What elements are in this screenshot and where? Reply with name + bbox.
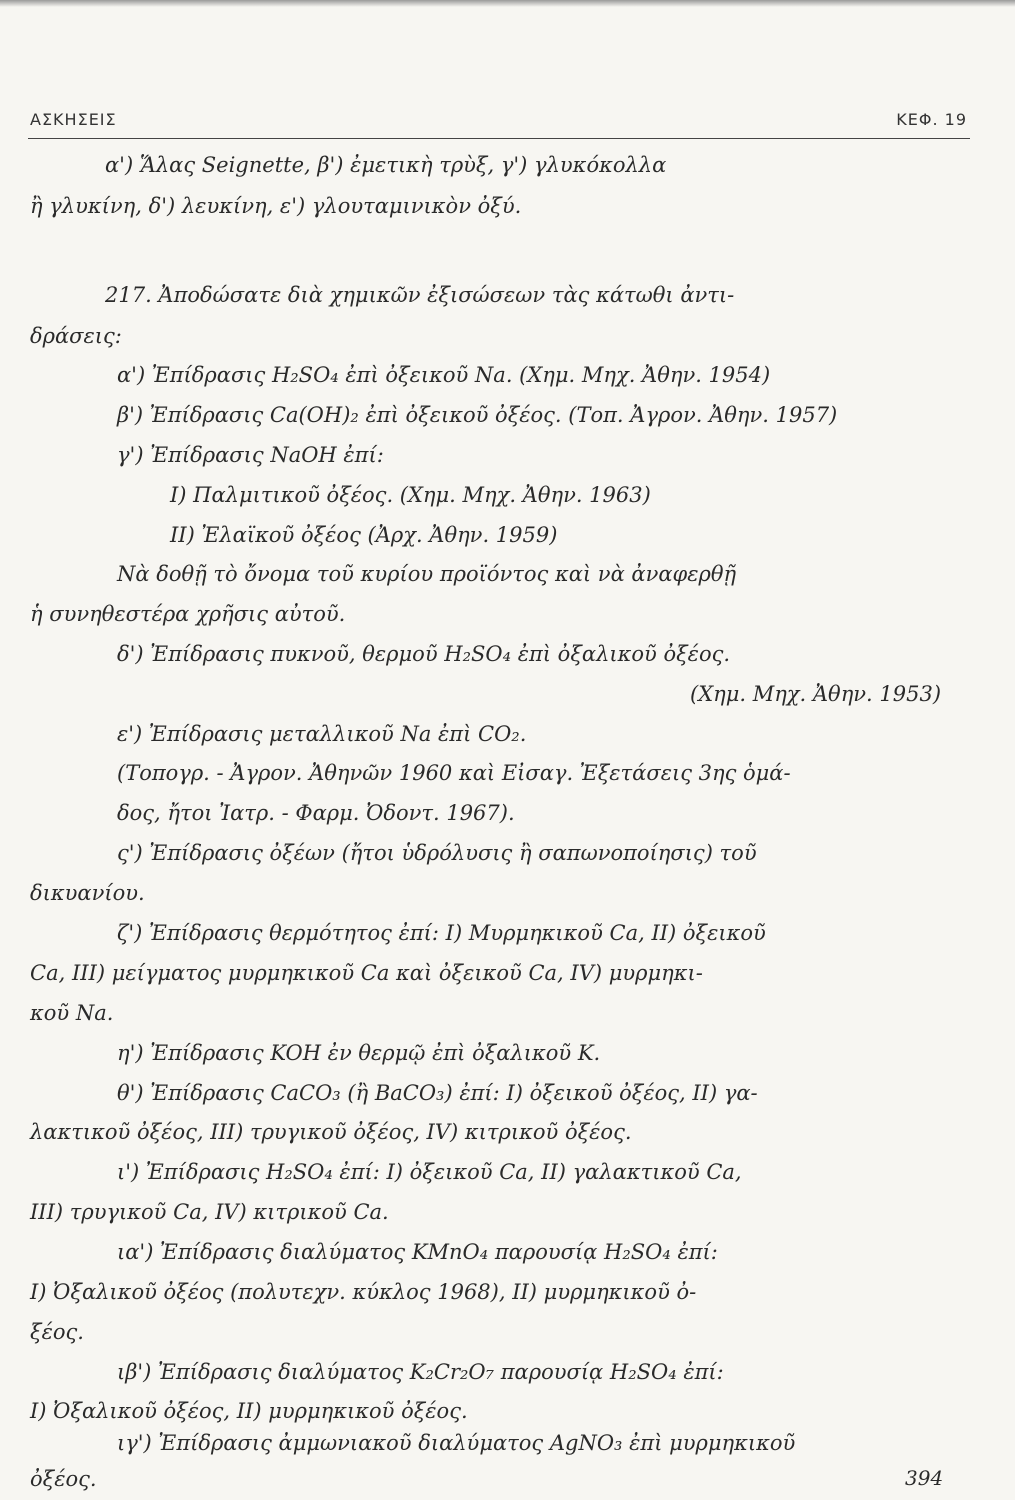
text-line: δράσεις:: [30, 324, 122, 348]
text-line: III) τρυγικοῦ Ca, IV) κιτρικοῦ Ca.: [30, 1200, 389, 1224]
text-line: α') Ἅλας Seignette, β') ἐμετικὴ τρὺξ, γ') γλυκόκολλα: [105, 153, 667, 177]
text-line: ξέος.: [30, 1320, 84, 1344]
text-line: ἢ γλυκίνη, δ') λευκίνη, ε') γλουταμινικὸν ὀξύ.: [30, 194, 522, 218]
text-line: δ') Ἐπίδρασις πυκνοῦ, θερμοῦ H₂SO₄ ἐπὶ ὀξαλικοῦ ὀξέος.: [117, 642, 731, 666]
text-line: I) Ὀξαλικοῦ ὀξέος, II) μυρμηκικοῦ ὀξέος.: [30, 1399, 468, 1423]
text-line: (Τοπογρ. - Ἀγρον. Ἀθηνῶν 1960 καὶ Εἰσαγ. Ἐξετάσεις 3ης ὁμά-: [117, 761, 791, 785]
text-line: I) Παλμιτικοῦ ὀξέος. (Χημ. Μηχ. Ἀθην. 1963): [170, 483, 651, 507]
text-line: ἡ συνηθεστέρα χρῆσις αὐτοῦ.: [30, 602, 346, 626]
text-line: ια') Ἐπίδρασις διαλύματος KMnO₄ παρουσίᾳ H₂SO₄ ἐπί:: [117, 1240, 718, 1264]
text-line: ς') Ἐπίδρασις ὀξέων (ἤτοι ὑδρόλυσις ἢ σαπωνοποίησις) τοῦ: [117, 841, 757, 865]
text-line: δικυανίου.: [30, 881, 145, 905]
text-line: ιβ') Ἐπίδρασις διαλύματος K₂Cr₂O₇ παρουσίᾳ H₂SO₄ ἐπί:: [117, 1360, 724, 1384]
text-line: II) Ἐλαϊκοῦ ὀξέος (Ἀρχ. Ἀθην. 1959): [170, 523, 558, 547]
running-header-chapter: ΚΕΦ. 19: [896, 110, 967, 129]
text-line: ι') Ἐπίδρασις H₂SO₄ ἐπί: I) ὀξεικοῦ Ca, II) γαλακτικοῦ Ca,: [117, 1160, 742, 1184]
text-line: δος, ἤτοι Ἰατρ. - Φαρμ. Ὀδοντ. 1967).: [117, 801, 515, 825]
header-rule: [28, 138, 970, 139]
text-line: θ') Ἐπίδρασις CaCO₃ (ἢ BaCO₃) ἐπί: I) ὀξεικοῦ ὀξέος, II) γα-: [117, 1081, 758, 1105]
text-line: ιγ') Ἐπίδρασις ἀμμωνιακοῦ διαλύματος AgNO₃ ἐπὶ μυρμηκικοῦ: [117, 1431, 796, 1455]
text-line: ζ') Ἐπίδρασις θερμότητος ἐπί: I) Μυρμηκικοῦ Ca, II) ὀξεικοῦ: [117, 921, 766, 945]
text-line: (Χημ. Μηχ. Ἀθην. 1953): [690, 682, 942, 706]
text-line: γ') Ἐπίδρασις NaOH ἐπί:: [117, 443, 384, 467]
text-line: Ca, III) μείγματος μυρμηκικοῦ Ca καὶ ὀξεικοῦ Ca, IV) μυρμηκι-: [30, 961, 703, 985]
running-header-title: ΑΣΚΗΣΕΙΣ: [30, 110, 117, 129]
text-line: κοῦ Na.: [30, 1001, 114, 1025]
text-line: ὀξέος.: [30, 1467, 97, 1491]
text-line: 217. Ἀποδώσατε διὰ χημικῶν ἐξισώσεων τὰς κάτωθι ἀντι-: [105, 283, 735, 307]
text-line: λακτικοῦ ὀξέος, III) τρυγικοῦ ὀξέος, IV) κιτρικοῦ ὀξέος.: [30, 1120, 632, 1144]
page-number: 394: [905, 1466, 944, 1490]
text-line: Νὰ δοθῇ τὸ ὄνομα τοῦ κυρίου προϊόντος καὶ νὰ ἀναφερθῇ: [117, 562, 737, 586]
text-line: ε') Ἐπίδρασις μεταλλικοῦ Na ἐπὶ CO₂.: [117, 722, 527, 746]
scan-top-edge: [0, 0, 1015, 7]
text-line: η') Ἐπίδρασις KOH ἐν θερμῷ ἐπὶ ὀξαλικοῦ K.: [117, 1041, 601, 1065]
text-line: α') Ἐπίδρασις H₂SO₄ ἐπὶ ὀξεικοῦ Na. (Χημ. Μηχ. Ἀθην. 1954): [117, 363, 771, 387]
text-line: β') Ἐπίδρασις Ca(OH)₂ ἐπὶ ὀξεικοῦ ὀξέος. (Τοπ. Ἀγρον. Ἀθην. 1957): [117, 403, 838, 427]
text-line: I) Ὀξαλικοῦ ὀξέος (πολυτεχν. κύκλος 1968), II) μυρμηκικοῦ ὀ-: [30, 1280, 697, 1304]
